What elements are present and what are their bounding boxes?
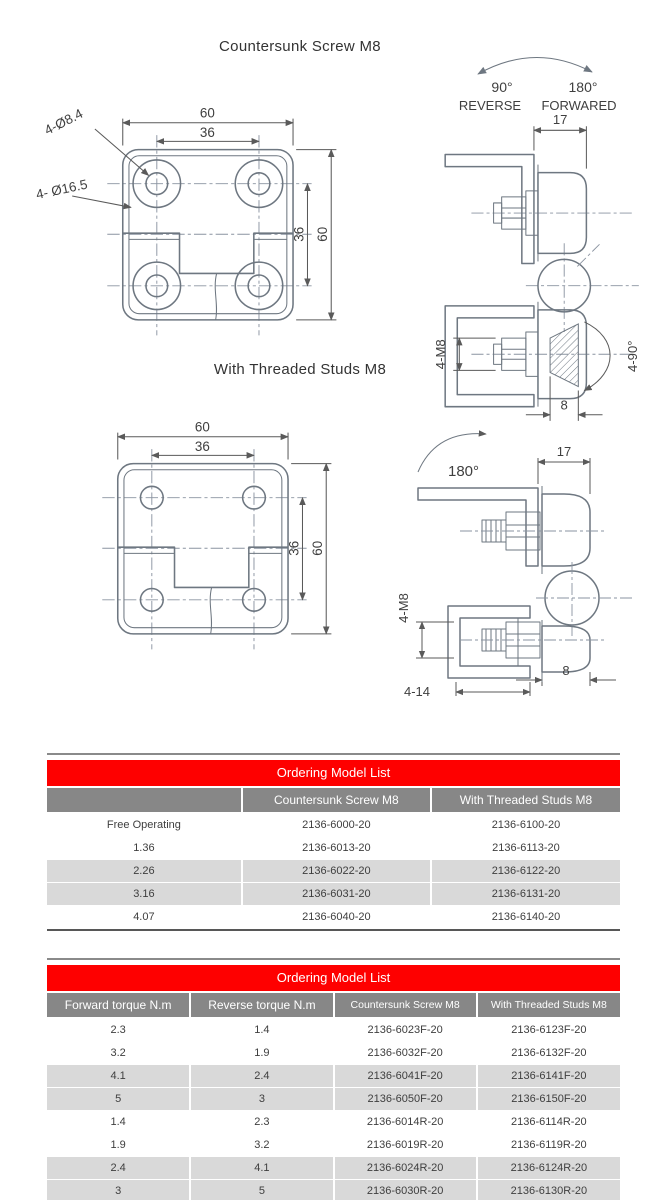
table-row	[47, 1042, 620, 1065]
table-title: Ordering Model List	[47, 760, 620, 786]
counterbored-holes	[133, 160, 283, 310]
side-view-studs	[390, 398, 660, 698]
table-cell: 2136-6141F-20	[477, 1065, 620, 1088]
table-cell: 3.2	[110, 1047, 126, 1059]
forward-angle-label: 180°	[568, 79, 598, 95]
center-lines	[107, 135, 311, 335]
table-row	[47, 1134, 620, 1157]
table-row	[47, 860, 620, 883]
table-cell: 4.07	[133, 911, 155, 923]
stud-holes	[140, 486, 265, 611]
table-cell: 1.9	[110, 1139, 126, 1151]
table-row	[47, 1065, 620, 1088]
hinge-plate-inner-outline	[129, 156, 287, 314]
table-cell: 1.4	[110, 1116, 126, 1128]
leader-counterbore-label: 4- Ø16.5	[34, 176, 89, 203]
table-cell: 1.36	[133, 842, 155, 854]
dim-width: 60	[194, 419, 210, 435]
table-cell: 2136-6130R-20	[477, 1180, 620, 1200]
table-row	[47, 1180, 620, 1200]
dim-depth: 17	[552, 112, 568, 128]
table-cell: 2136-6124R-20	[477, 1157, 620, 1180]
table-cell: 5	[190, 1180, 333, 1200]
table-cell: 3.16	[47, 883, 242, 906]
bottom-mount-bracket	[445, 306, 534, 407]
dim-hole-span-v: 36	[286, 540, 302, 556]
table-row	[47, 1018, 620, 1042]
table-cell: 2136-6030R-20	[334, 1180, 477, 1200]
table-cell: 2136-6013-20	[242, 837, 431, 860]
table-cell: 2136-6100-20	[431, 813, 620, 837]
leader-hole-label: 4-Ø8.4	[41, 105, 86, 138]
table-cell: 2136-6019R-20	[334, 1134, 477, 1157]
top-mount-bracket	[418, 488, 538, 566]
ordering-table-2	[47, 993, 620, 1200]
table-cell: 2.3	[190, 1111, 333, 1134]
page-title-studs: With Threaded Studs M8	[213, 361, 387, 378]
table-cell: 4.1	[190, 1157, 333, 1180]
thread-spec-label: 4-M8	[396, 593, 411, 623]
table-title: Ordering Model List	[47, 965, 620, 991]
rotation-direction-legend	[440, 34, 660, 114]
table-cell: 2136-6113-20	[431, 837, 620, 860]
column-header	[47, 788, 242, 813]
table-row	[47, 813, 620, 837]
hinge-seam	[215, 273, 216, 319]
dim-hole-span-v: 36	[291, 226, 307, 242]
table-cell: 3	[47, 1180, 190, 1200]
dim-depth: 17	[556, 444, 572, 459]
column-header: Forward torque N.m	[47, 993, 190, 1018]
table-cell: 2136-6040-20	[242, 906, 431, 929]
table-cell: 2.3	[110, 1024, 126, 1036]
column-header: Countersunk Screw M8	[334, 993, 477, 1018]
dim-width: 60	[199, 105, 215, 121]
table-row	[47, 883, 620, 906]
table-cell: 3	[190, 1088, 333, 1111]
upper-leaf-section	[542, 494, 590, 566]
thread-spec-label: 4-M8	[433, 339, 449, 370]
dim-height: 60	[310, 540, 326, 556]
table-cell: 2136-6123F-20	[477, 1018, 620, 1042]
ordering-table-1	[47, 788, 620, 929]
table-cell: 5	[47, 1088, 190, 1111]
column-header: Reverse torque N.m	[190, 993, 333, 1018]
dim-slot: 4-14	[404, 684, 431, 699]
column-header: With Threaded Studs M8	[477, 993, 620, 1018]
table-cell: 2136-6023F-20	[334, 1018, 477, 1042]
table-cell: 2136-6050F-20	[334, 1088, 477, 1111]
table-cell: 2.4	[190, 1065, 333, 1088]
table-row	[47, 906, 620, 929]
table-cell: 2136-6140-20	[431, 906, 620, 929]
table-cell: 2136-6119R-20	[477, 1134, 620, 1157]
countersink-hatched-section	[550, 324, 578, 387]
countersink-angle-label: 4-90°	[624, 340, 640, 372]
front-view-countersunk	[35, 98, 355, 356]
table-cell: 1.9	[190, 1042, 333, 1065]
table-cell: 2136-6150F-20	[477, 1088, 620, 1111]
header-row	[47, 788, 620, 813]
table-cell: 2136-6024R-20	[334, 1157, 477, 1180]
table-row	[47, 1088, 620, 1111]
ordering-table-block-1	[47, 753, 620, 931]
table-cell: 2.4	[47, 1157, 190, 1180]
table-cell: 2136-6000-20	[242, 813, 431, 837]
reverse-word-label: REVERSE	[458, 98, 522, 113]
table-cell: 2136-6114R-20	[477, 1111, 620, 1134]
dim-hole-span: 36	[199, 125, 215, 141]
table-row	[47, 1111, 620, 1134]
page-title-countersunk: Countersunk Screw M8	[219, 38, 381, 55]
column-header: With Threaded Studs M8	[431, 788, 620, 813]
table-row	[47, 1157, 620, 1180]
dim-offset: 8	[562, 663, 570, 678]
table-cell: 2.26	[47, 860, 242, 883]
side-view-countersunk	[425, 112, 657, 425]
front-view-studs	[30, 412, 350, 670]
table-cell: 2136-6131-20	[431, 883, 620, 906]
table-cell: 1.4	[190, 1018, 333, 1042]
reverse-angle-label: 90°	[491, 79, 513, 95]
table-row	[47, 837, 620, 860]
table-cell: 3.2	[190, 1134, 333, 1157]
table-cell: 4.1	[47, 1065, 190, 1088]
hinge-seam	[210, 587, 211, 633]
table-cell: 2136-6032F-20	[334, 1042, 477, 1065]
column-header: Countersunk Screw M8	[242, 788, 431, 813]
table-cell: Free Operating	[106, 819, 181, 831]
table-cell: 2136-6041F-20	[334, 1065, 477, 1088]
table-cell: 2136-6132F-20	[477, 1042, 620, 1065]
table-cell: 2136-6014R-20	[334, 1111, 477, 1134]
dim-height: 60	[315, 226, 331, 242]
flip-angle-label: 180°	[448, 463, 480, 480]
dim-offset: 8	[560, 397, 568, 413]
ordering-table-block-2	[47, 958, 620, 1200]
forward-word-label: FORWARED	[541, 98, 617, 113]
dim-hole-span: 36	[194, 439, 210, 455]
table-cell: 2136-6031-20	[242, 883, 431, 906]
top-mount-bracket	[445, 155, 534, 264]
table-cell: 2136-6022-20	[242, 860, 431, 883]
table-cell: 2136-6122-20	[431, 860, 620, 883]
hinge-plate-inner-outline	[124, 470, 282, 628]
header-row	[47, 993, 620, 1018]
double-curved-arrow-icon	[478, 57, 592, 74]
